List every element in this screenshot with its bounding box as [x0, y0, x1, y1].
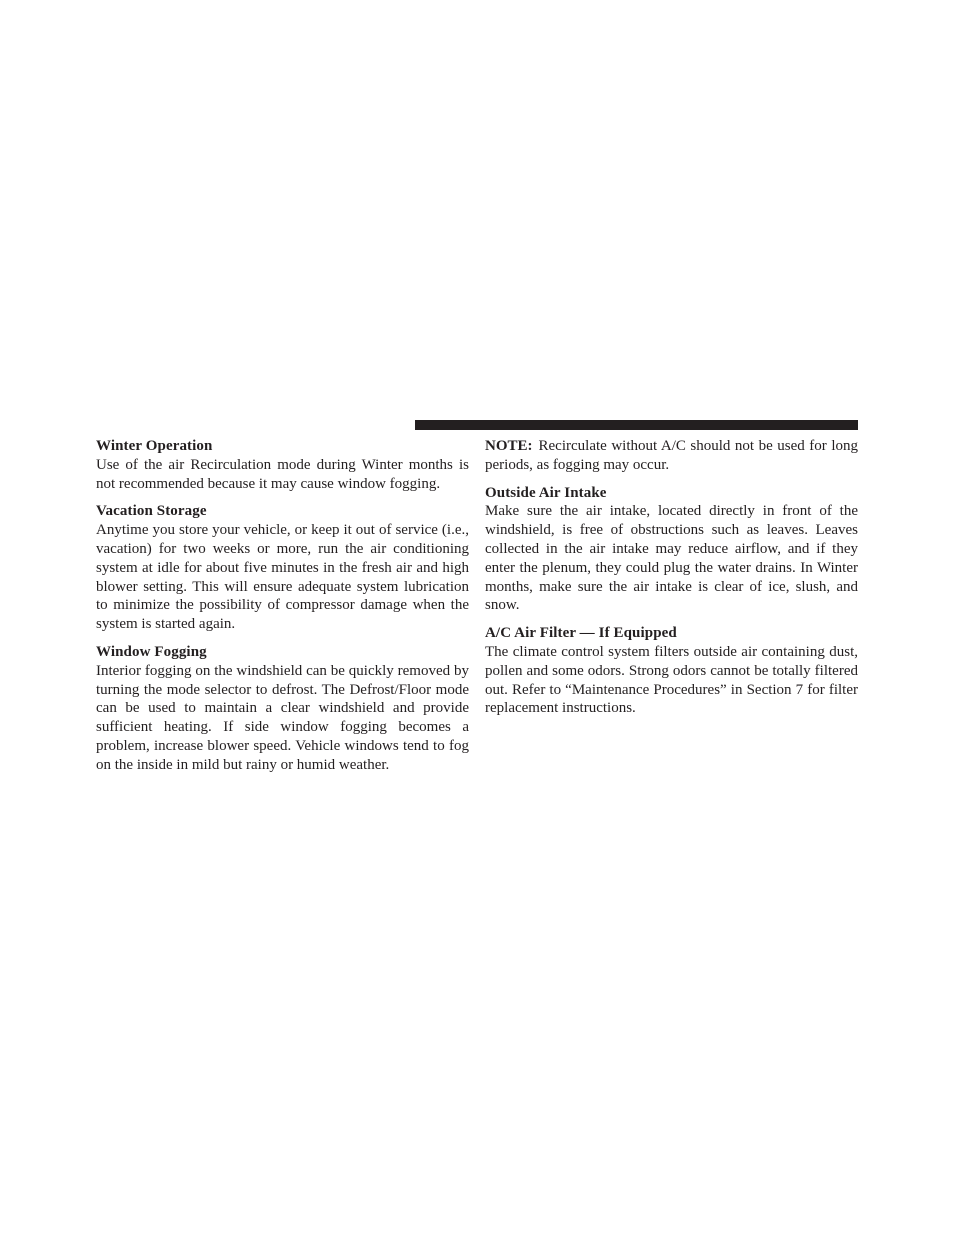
right-column	[485, 437, 858, 727]
vacation-storage-body: Anytime you store your vehicle, or keep it out of service (i.e., vacation) for two weeks or more, run the air conditioning system at idle for about five minutes in the fresh air and high blower setting. This will ensure adequate system lubrication to minimize the possibility of compressor damage when the system is started again.	[96, 522, 469, 633]
winter-operation-body: Use of the air Recirculation mode during Winter months is not recommended because it may cause window fogging.	[96, 456, 469, 492]
winter-operation-section	[96, 437, 469, 493]
window-fogging-heading: Window Fogging	[96, 643, 207, 660]
section-rule	[415, 420, 858, 430]
note-body: Recirculate without A/C should not be used for long periods, as fogging may occur.	[485, 438, 858, 473]
note-paragraph	[485, 437, 858, 475]
ac-air-filter-body: The climate control system filters outside air containing dust, pollen and some odors. Strong odors cannot be totally filtered out. Refer to “Maintenance Procedures” in Section 7 for filter replacement instructions.	[485, 643, 858, 717]
ac-air-filter-section	[485, 624, 858, 718]
window-fogging-body: Interior fogging on the windshield can be quickly removed by turning the mode selector to defrost. The Defrost/Floor mode can be used to maintain a clear windshield and provide sufficient heating. If side window fogging becomes a problem, increase blower speed. Vehicle windows tend to fog on the inside in mild but rainy or humid weather.	[96, 662, 469, 773]
outside-air-intake-section	[485, 484, 858, 616]
note-section	[485, 437, 858, 475]
left-column	[96, 437, 469, 784]
vacation-storage-section	[96, 502, 469, 634]
winter-operation-heading: Winter Operation	[96, 438, 213, 454]
outside-air-intake-heading: Outside Air Intake	[485, 484, 607, 501]
vacation-storage-heading: Vacation Storage	[96, 503, 207, 520]
outside-air-intake-body: Make sure the air intake, located directly in front of the windshield, is free of obstructions such as leaves. Leaves collected in the air intake may reduce airflow, and if they enter the plenum, they could plug the water drains. In Winter months, make sure the air intake is clear of ice, slush, and snow.	[485, 503, 858, 614]
note-label: NOTE:	[485, 438, 533, 454]
window-fogging-section	[96, 643, 469, 775]
ac-air-filter-heading: A/C Air Filter — If Equipped	[485, 625, 677, 642]
